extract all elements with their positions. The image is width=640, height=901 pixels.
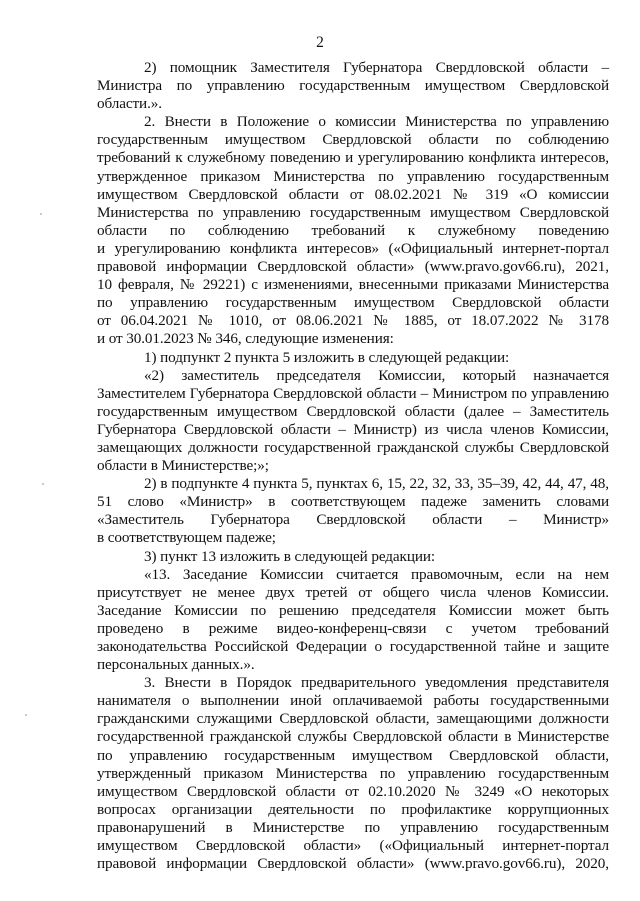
text-line: Заместителем Губернатора Свердловской области – Министром по управлению	[97, 384, 609, 402]
text-line: 51 слово «Министр» в соответствующем падеже заменить словами	[97, 493, 609, 511]
text-line: Министерства по управлению государственным имуществом Свердловской	[97, 203, 609, 221]
text-line: 2) в подпункте 4 пункта 5, пунктах 6, 15, 22, 32, 33, 35–39, 42, 44, 47, 48,	[144, 475, 609, 493]
text-line: и урегулированию конфликта интересов» («Официальный интернет-портал	[97, 239, 609, 257]
text-line: «13. Заседание Комиссии считается правомочным, если на нем	[144, 565, 609, 583]
text-line: правонарушений в Министерстве по управлению государственным	[97, 818, 609, 836]
text-line: области в Министерстве;»;	[97, 457, 269, 475]
text-line: утвержденное приказом Министерства по управлению государственным	[97, 167, 609, 185]
text-line: по управлению государственным имуществом Свердловской области,	[97, 746, 609, 764]
text-line: утвержденный приказом Министерства по управлению государственным	[97, 764, 609, 782]
scan-speck	[25, 714, 27, 716]
scan-speck	[40, 213, 42, 215]
text-line: имуществом Свердловской области» («Официальный интернет-портал	[97, 837, 609, 855]
text-line: правовой информации Свердловской области» (www.pravo.gov66.ru), 2020,	[97, 855, 609, 873]
text-line: требований к служебному поведению и урегулированию конфликта интересов,	[97, 149, 609, 167]
text-line: Губернатора Свердловской области – Министр) из числа членов Комиссии,	[97, 420, 609, 438]
text-line: Министра по управлению государственным имуществом Свердловской	[97, 77, 609, 95]
text-line: персональных данных.».	[97, 656, 255, 674]
text-line: в соответствующем падеже;	[97, 529, 276, 547]
text-line: 3) пункт 13 изложить в следующей редакции:	[144, 547, 436, 565]
text-line: государственным имуществом Свердловской области по соблюдению	[97, 131, 609, 149]
text-line: «2) заместитель председателя Комиссии, который назначается	[144, 366, 609, 384]
text-line: области по соблюдению требований к служебному поведению	[97, 221, 609, 239]
text-line: вопросах организации деятельности по профилактике коррупционных	[97, 800, 609, 818]
document-body	[97, 59, 609, 873]
text-line: «Заместитель Губернатора Свердловской области – Министр»	[97, 511, 609, 529]
text-line: Заседание Комиссии по решению председателя Комиссии может быть	[97, 601, 609, 619]
text-line: государственным имуществом Свердловской области (далее – Заместитель	[97, 402, 609, 420]
text-line: области.».	[97, 95, 162, 113]
text-line: имуществом Свердловской области от 08.02.2021 № 319 «О комиссии	[97, 185, 609, 203]
text-line: нанимателя о выполнении иной оплачиваемой работы государственными	[97, 692, 609, 710]
text-line: по управлению государственным имуществом Свердловской области	[97, 294, 609, 312]
text-line: 3. Внести в Порядок предварительного уведомления представителя	[144, 674, 609, 692]
text-line: замещающих должности государственной гражданской службы Свердловской	[97, 438, 609, 456]
text-line: имуществом Свердловской области от 02.10.2020 № 3249 «О некоторых	[97, 782, 609, 800]
text-line: 1) подпункт 2 пункта 5 изложить в следующей редакции:	[144, 348, 510, 366]
text-line: правовой информации Свердловской области» (www.pravo.gov66.ru), 2021,	[97, 258, 609, 276]
scan-speck	[42, 483, 44, 485]
text-line: законодательства Российской Федерации о государственной тайне и защите	[97, 638, 609, 655]
text-line: и от 30.01.2023 № 346, следующие изменения:	[97, 330, 394, 348]
page-number: 2	[316, 34, 324, 51]
text-line: государственной гражданской службы Свердловской области в Министерстве	[97, 728, 609, 746]
text-line: 2. Внести в Положение о комиссии Министерства по управлению	[144, 113, 609, 131]
text-line: присутствует не менее двух третей от общего числа членов Комиссии.	[97, 583, 609, 601]
text-line: проведено в режиме видео-конференц-связи с учетом требований	[97, 619, 609, 637]
text-line: от 06.04.2021 № 1010, от 08.06.2021 № 1885, от 18.07.2022 № 3178	[97, 312, 609, 330]
text-line: 2) помощник Заместителя Губернатора Свердловской области –	[144, 59, 609, 76]
text-line: гражданскими служащими Свердловской области, замещающими должности	[97, 710, 609, 728]
text-line: 10 февраля, № 29221) с изменениями, внесенными приказами Министерства	[97, 276, 609, 294]
